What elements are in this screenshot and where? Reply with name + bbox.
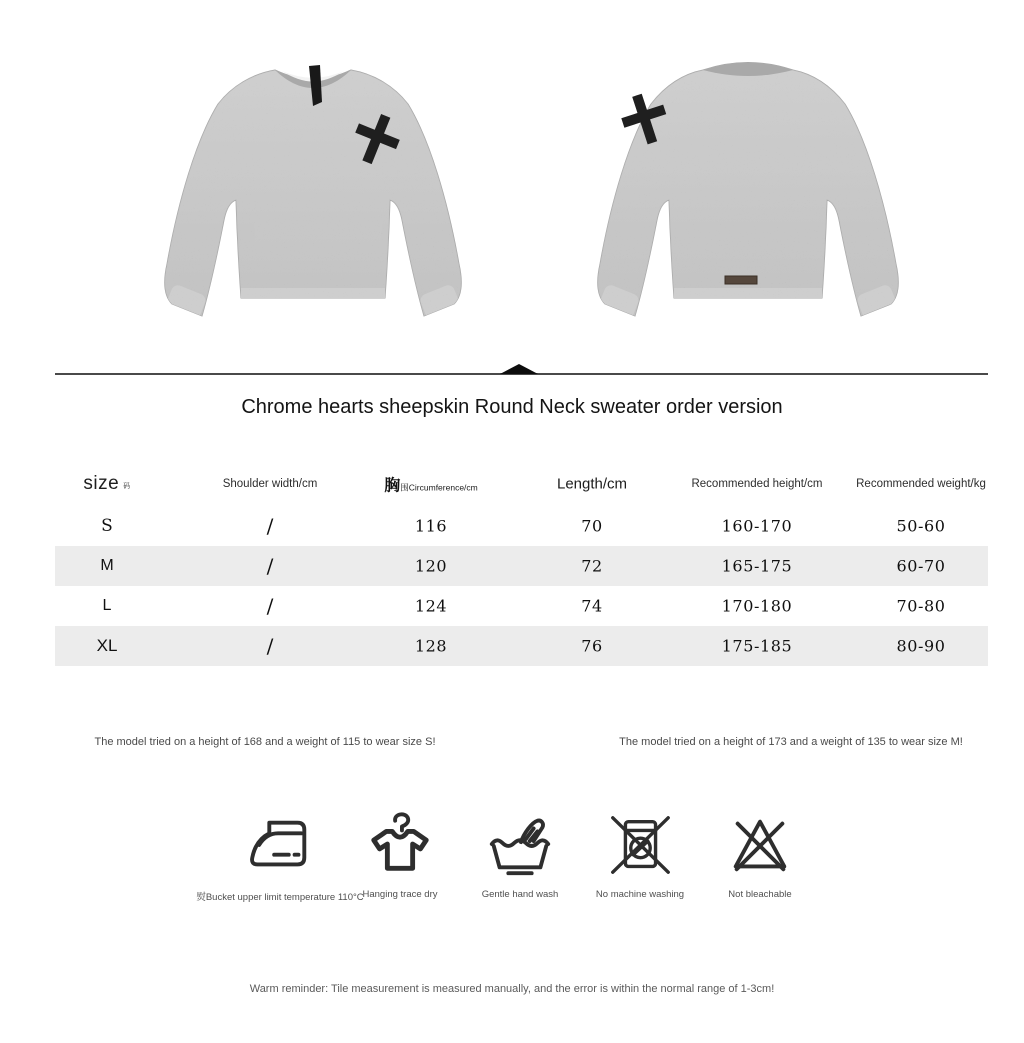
divider-triangle-icon (500, 364, 538, 374)
care-label: Gentle hand wash (481, 889, 559, 900)
care-label: Not bleachable (728, 889, 792, 900)
header-recommended-height: Recommended height/cm (691, 478, 823, 490)
shoulder-value: / (266, 594, 274, 618)
height-value: 160-170 (721, 516, 793, 536)
table-row-xl (55, 626, 988, 666)
weight-value: 80-90 (896, 636, 946, 656)
hand-wash-icon (485, 810, 555, 880)
height-value: 175-185 (721, 636, 793, 656)
warm-reminder: Warm reminder: Tile measurement is measured manually, and the error is within the normal range of 1-3cm! (249, 983, 775, 995)
size-label: L (102, 597, 112, 614)
sweater-back-image (583, 48, 913, 343)
shoulder-value: / (266, 634, 274, 658)
circumference-value: 124 (414, 596, 448, 616)
sweater-front-image (148, 50, 478, 355)
hang-dry-icon (365, 810, 435, 880)
hem-label-tag (725, 276, 757, 284)
care-item-no-bleach (675, 810, 845, 900)
care-instructions (0, 810, 1024, 920)
header-length: Length/cm (556, 475, 628, 493)
size-label: XL (96, 636, 118, 655)
model-note-size-m: The model tried on a height of 173 and a weight of 135 to wear size M! (619, 736, 963, 748)
table-row-s (55, 506, 988, 546)
circumference-value: 116 (414, 516, 448, 536)
size-label: S (101, 516, 113, 536)
header-recommended-weight: Recommended weight/kg (856, 478, 986, 490)
weight-value: 50-60 (896, 516, 946, 536)
length-value: 72 (581, 556, 603, 576)
table-row-l (55, 586, 988, 626)
weight-value: 70-80 (896, 596, 946, 616)
size-table-header (55, 462, 988, 506)
table-row-m (55, 546, 988, 586)
circumference-value: 128 (414, 636, 448, 656)
shoulder-value: / (266, 514, 274, 538)
length-value: 70 (581, 516, 603, 536)
no-machine-wash-icon (605, 810, 675, 880)
weight-value: 60-70 (896, 556, 946, 576)
size-label: M (100, 557, 114, 574)
circumference-value: 120 (414, 556, 448, 576)
height-value: 170-180 (721, 596, 793, 616)
header-shoulder-width: Shoulder width/cm (222, 478, 318, 490)
size-table (55, 462, 988, 666)
height-value: 165-175 (721, 556, 793, 576)
shoulder-value: / (266, 554, 274, 578)
model-note-size-s: The model tried on a height of 168 and a weight of 115 to wear size S! (94, 736, 436, 748)
care-label: Hanging trace dry (362, 889, 438, 900)
care-label: No machine washing (595, 889, 685, 900)
header-size: size 码 (83, 473, 131, 494)
length-value: 76 (581, 636, 603, 656)
length-value: 74 (581, 596, 603, 616)
header-circumference: 胸围Circumference/cm (384, 477, 478, 495)
care-label: 熨Bucket upper limit temperature 110°C (196, 892, 364, 903)
page-title: Chrome hearts sheepskin Round Neck sweater order version (241, 396, 783, 418)
iron-icon (245, 810, 315, 880)
no-bleach-icon (725, 810, 795, 880)
